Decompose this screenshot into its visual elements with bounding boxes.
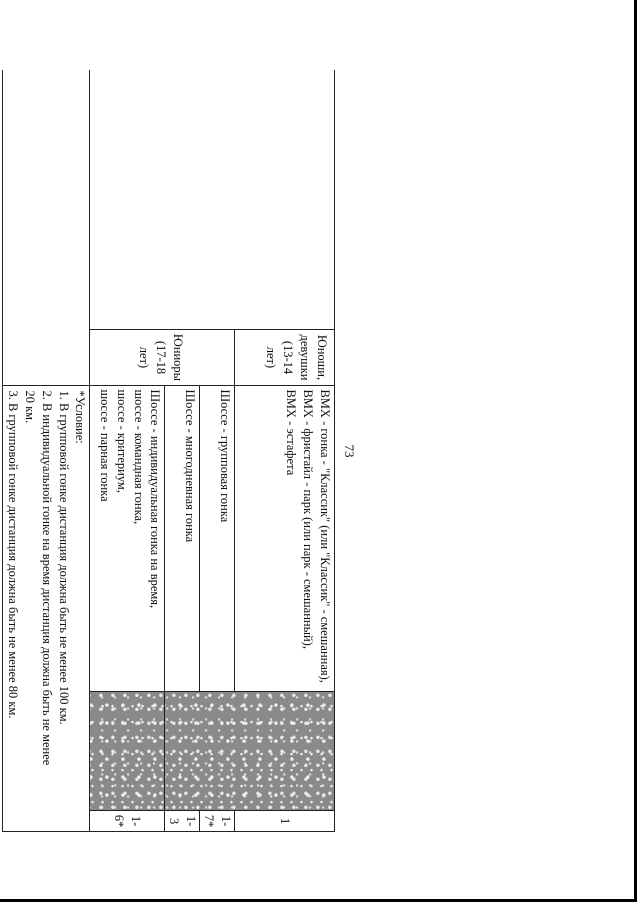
discipline-line: ВМХ - гонка - "Классик" (или "Классик" - смешанная),: [318, 389, 332, 683]
table-row: [235, 70, 335, 832]
note-line: 3. В групповой гонке дистанция должна быть не менее 80 км.: [6, 390, 20, 719]
discipline-cell: Шоссе - групповая гонка: [200, 386, 235, 692]
note-line: 1. В групповой гонке дистанция должна быть не менее 100 км.: [56, 390, 71, 725]
empty-column-cell: [90, 70, 335, 329]
table-row: [3, 70, 90, 832]
notes-blank-cell: [3, 70, 90, 386]
discipline-line: шоссе - парная гонка: [97, 389, 112, 502]
age-group-line: (17-18 лет): [137, 340, 169, 375]
discipline-cell: [235, 386, 335, 692]
number-cell: 1-6*: [90, 811, 165, 832]
notes-heading: *Условие:: [73, 390, 88, 444]
page-number: 73: [342, 444, 357, 458]
age-group-line: Юниоры: [171, 333, 186, 382]
age-group-cell: [90, 329, 235, 386]
age-group-line: девушки: [298, 334, 313, 381]
shaded-cell: [90, 692, 165, 811]
rotated-page-content: [6, 70, 357, 832]
discipline-line: шоссе - командная гонка,: [131, 389, 146, 525]
discipline-line: ВМХ - эстафета: [284, 389, 299, 476]
sports-discipline-table: [2, 70, 335, 832]
discipline-line: шоссе - критериум,: [114, 389, 129, 493]
discipline-line: ВМХ - фристайл - парк (или парк - смешанный),: [301, 389, 316, 649]
discipline-cell: Шоссе - многодневная гонка: [165, 386, 200, 692]
discipline-cell: [90, 386, 165, 692]
notes-cell: [3, 386, 90, 832]
note-line: 20 км.: [22, 390, 37, 424]
age-group-line: Юноши,: [315, 334, 329, 381]
discipline-line: Шоссе - индивидуальная гонка на время,: [148, 389, 163, 609]
number-cell: 1-3: [165, 811, 200, 832]
shaded-cell: [165, 692, 335, 811]
age-group-line: (13-14 лет): [264, 340, 296, 375]
age-group-cell: [235, 329, 335, 386]
note-line: 2. В индивидуальной гонке на время дистанция должна быть не менее: [39, 390, 54, 766]
number-cell: 1-7*: [200, 811, 235, 832]
number-cell: 1: [235, 811, 335, 832]
